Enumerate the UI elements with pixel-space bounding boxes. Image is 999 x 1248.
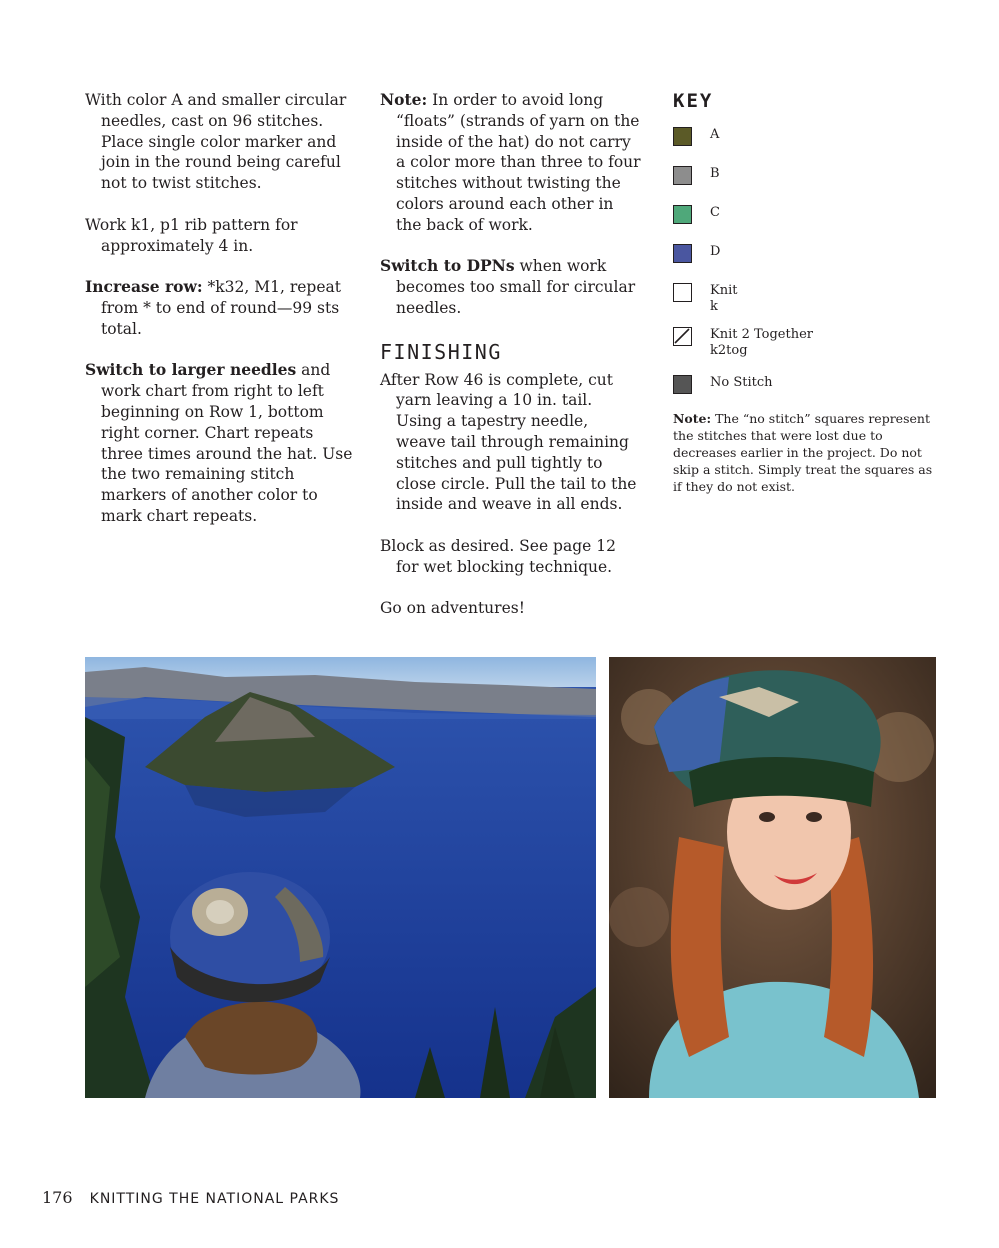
key-label-c: C xyxy=(710,205,720,220)
dpns-paragraph xyxy=(380,256,642,318)
knit-swatch xyxy=(673,283,692,302)
k2tog-slash-icon xyxy=(674,328,690,344)
key-note-text: The “no stitch” squares represent the stitches that were lost due to decreases earlier in the project. Do not skip a stitch. Simply treat the squares as if they do not exist. xyxy=(673,411,933,494)
page-number: 176 xyxy=(42,1188,73,1207)
book-title: KNITTING THE NATIONAL PARKS xyxy=(89,1191,340,1207)
knit-abbrev: k xyxy=(710,299,718,314)
color-c-swatch xyxy=(673,205,692,224)
key-label-no-stitch: No Stitch xyxy=(710,375,773,390)
key-label-d: D xyxy=(710,244,721,259)
instructions-column-1 xyxy=(85,90,355,548)
finishing-paragraph: After Row 46 is complete, cut yarn leaving a 10 in. tail. Using a tapestry needle, weave tail through remaining stitches and pull tightly to close circle. Pull the tail to the inside and weave in all ends. xyxy=(380,370,637,514)
cast-on-paragraph: With color A and smaller circular needles, cast on 96 stitches. Place single color marker and join in the round being careful not to twist stitches. xyxy=(85,91,347,193)
k2tog-swatch xyxy=(673,327,692,346)
k2tog-abbrev: k2tog xyxy=(710,343,748,358)
increase-row-label: Increase row: xyxy=(85,277,203,297)
finishing-heading: FINISHING xyxy=(380,339,502,364)
color-a-swatch xyxy=(673,127,692,146)
portrait-illustration xyxy=(609,657,936,1098)
key-note-label: Note: xyxy=(673,411,712,426)
key-label-knit xyxy=(710,283,737,315)
dpns-label: Switch to DPNs xyxy=(380,256,515,276)
rib-paragraph: Work k1, p1 rib pattern for approximately 4 in. xyxy=(85,215,298,255)
adventures-paragraph: Go on adventures! xyxy=(380,599,525,618)
floats-note-paragraph xyxy=(380,90,642,236)
increase-row-paragraph xyxy=(85,277,355,339)
floats-note-label: Note: xyxy=(380,90,428,109)
larger-needles-label: Switch to larger needles xyxy=(85,360,297,380)
key-label-k2tog xyxy=(710,327,813,359)
key-note xyxy=(673,410,938,495)
instructions-column-2 xyxy=(380,90,642,640)
portrait-photo xyxy=(609,657,936,1098)
chart-key xyxy=(673,90,943,494)
page-footer xyxy=(42,1188,339,1207)
key-title: KEY xyxy=(673,90,714,112)
key-label-a: A xyxy=(710,127,720,142)
crater-lake-illustration xyxy=(85,657,596,1098)
blocking-paragraph: Block as desired. See page 12 for wet blocking technique. xyxy=(380,536,616,576)
crater-lake-photo xyxy=(85,657,596,1098)
floats-note-text: In order to avoid long “floats” (strands of yarn on the inside of the hat) do not carry a color more than three to four stitches without twisting the colors around each other in the back of work. xyxy=(396,91,641,234)
key-label-b: B xyxy=(710,166,720,181)
knit-label: Knit xyxy=(710,283,738,298)
larger-needles-text: and work chart from right to left beginning on Row 1, bottom right corner. Chart repeats three times around the hat. Use the two remaining stitch markers of another color to mark chart repeats. xyxy=(101,361,353,525)
larger-needles-paragraph xyxy=(85,360,355,526)
color-d-swatch xyxy=(673,244,692,263)
dpns-text: when work becomes too small for circular needles. xyxy=(396,257,636,317)
k2tog-label: Knit 2 Together xyxy=(710,327,814,342)
no-stitch-swatch xyxy=(673,375,692,394)
increase-row-text: *k32, M1, repeat from * to end of round—99 sts total. xyxy=(101,278,341,338)
color-b-swatch xyxy=(673,166,692,185)
